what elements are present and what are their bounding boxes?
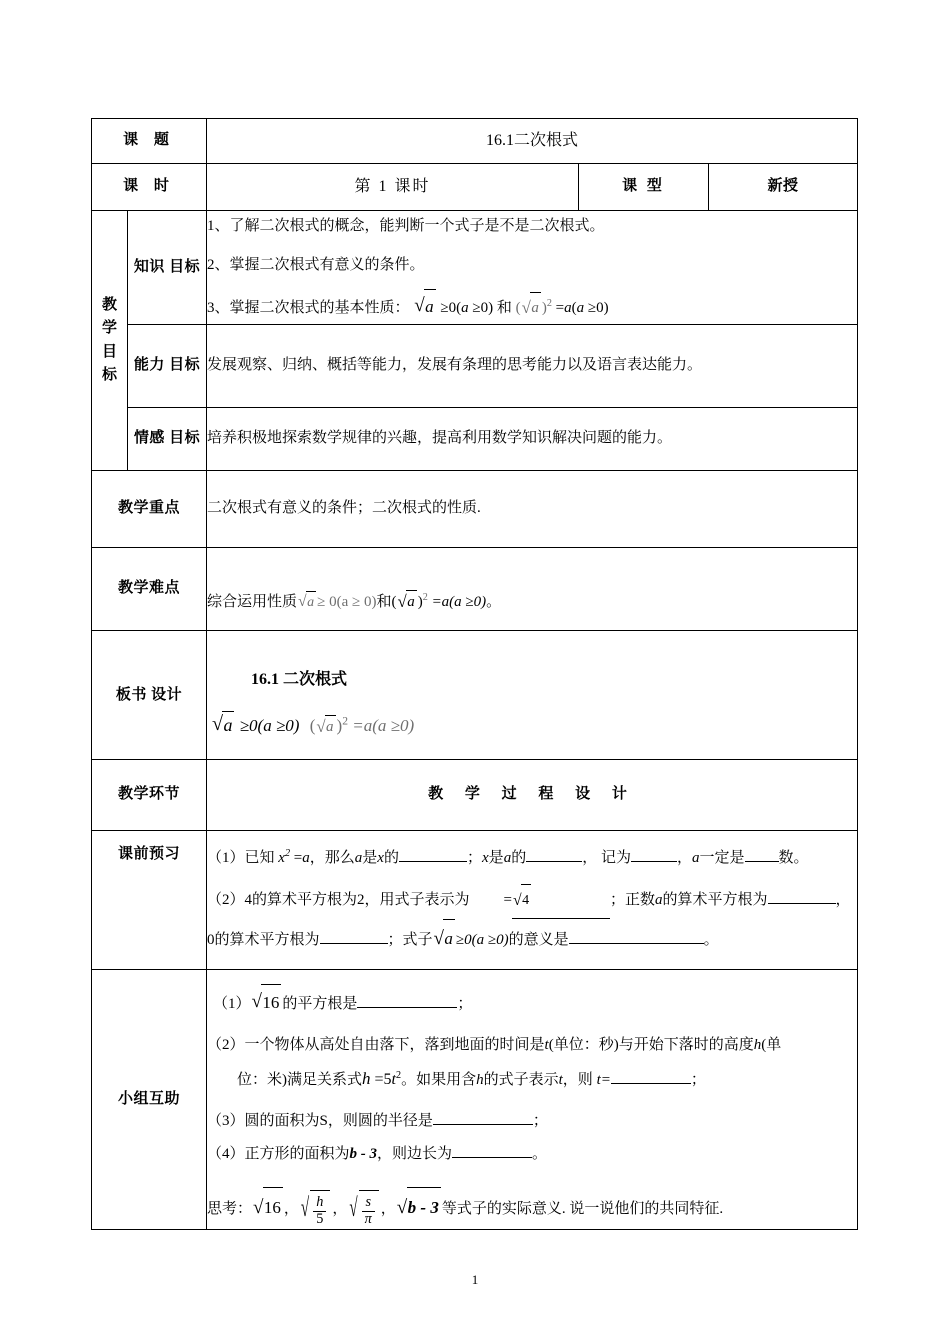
preview-q2-p2: ；正数 [610, 892, 656, 909]
group-work-label: 小组互助 [92, 970, 207, 1230]
class-type-value: 新授 [709, 164, 858, 211]
table-row-process-header [92, 760, 858, 831]
board-design-formulas: √ a ≥0(a ≥0) ( √ a )$^2$ =a(a ≥0) [207, 693, 857, 740]
preview-question-2 [207, 884, 857, 958]
preview-q2-p1: （2）4的算术平方根为2，用式子表示为 [207, 892, 470, 909]
group-q3-p1: （3）圆的面积为S，则圆的半径是 [207, 1112, 433, 1129]
group-q2-line-1 [207, 1030, 857, 1062]
period-value: 第 1 课时 [207, 164, 579, 211]
objectives-group-label [92, 211, 128, 471]
group-think-r2: b - 3 [407, 1187, 441, 1229]
objectives-group-label-char-3: 标 [101, 366, 117, 383]
group-q2-h2: h [362, 1069, 371, 1089]
board-design-label [92, 631, 207, 760]
emotion-objective-label-line-1: 目标 [169, 430, 201, 447]
group-think-r1: 16 [263, 1187, 283, 1229]
group-q1-blank[interactable] [357, 1007, 457, 1008]
preview-q1-p9: ， [676, 849, 692, 866]
preview-q1-p8: ， 记为 [582, 849, 631, 866]
group-q2-h3: h [476, 1072, 484, 1089]
ability-objective-label-line-1: 目标 [169, 357, 201, 374]
preview-q1-blank-4[interactable] [745, 861, 779, 862]
table-row-group-work [92, 970, 858, 1230]
preview-q1-p7: 的 [511, 849, 527, 866]
board-design-label-line-1: 设计 [151, 686, 183, 703]
board-design-content [207, 631, 858, 760]
group-think-g-num: √ s [362, 1195, 375, 1211]
preview-q2-p4: ，0的算术平方根为 [207, 892, 851, 949]
knowledge-item-3: 3、掌握二次根式的基本性质： √ a ≥0(a ≥0) 和 ( √ a )$^2$ =a(a ≥0) [207, 289, 857, 324]
group-q4-p1: （4）正方形的面积为 [207, 1146, 350, 1163]
group-think-f-den: 5 [316, 1210, 324, 1227]
group-q3-p2: ； [532, 1112, 548, 1129]
preview-q2-rad: 4 [521, 884, 531, 917]
period-label: 课 时 [92, 164, 207, 211]
preview-q1-p4: 的 [383, 849, 399, 866]
group-think [207, 1187, 857, 1229]
table-row-board-design [92, 631, 858, 760]
emotion-objective-content: 培养积极地探索数学规律的兴趣，提高利用数学知识解决问题的能力。 [207, 408, 858, 471]
preview-q1-blank-2[interactable] [526, 861, 582, 862]
group-q2-t1: t [544, 1036, 549, 1053]
class-type-label: 课 型 [579, 164, 709, 211]
group-q2-l2d: ，则 [562, 1072, 593, 1089]
group-question-2 [207, 1030, 857, 1097]
difficulty-suffix: 。 [486, 593, 502, 610]
difficulty-formula-b-rest: =a(a ≥0) [431, 593, 487, 610]
objectives-group-label-char-1: 学 [101, 320, 117, 337]
table-row-key-point [92, 471, 858, 548]
preview-q1-a2: a [503, 849, 512, 866]
group-think-g-den: π [364, 1210, 372, 1227]
table-row-period [92, 164, 858, 211]
preview-q2-a1: a [655, 892, 663, 909]
ability-objective-label-line-0: 能力 [133, 357, 165, 374]
page-number: 1 [471, 1272, 479, 1287]
preview-q2-eq: = [503, 892, 512, 909]
group-think-sep3: ， [380, 1200, 396, 1217]
group-q1-p1: （1） [213, 996, 251, 1012]
table-row-topic [92, 119, 858, 164]
preview-q1-p6: 是 [488, 849, 504, 866]
preview-q2-blank-1[interactable] [768, 903, 836, 904]
difficulty-formula-b-radicand: a [406, 590, 417, 614]
group-think-sep1: ， [283, 1200, 299, 1217]
group-question-3 [207, 1106, 857, 1138]
preview-q1-a3: a [691, 849, 700, 866]
preview-q1-x3: x [482, 849, 489, 866]
group-q2-t2: t [558, 1072, 563, 1089]
preview-label: 课前预习 [92, 831, 207, 970]
preview-q2-p3: 的算术平方根为 [662, 892, 768, 909]
preview-q1-x1: x [377, 849, 384, 866]
process-stage-label: 教学环节 [92, 760, 207, 831]
knowledge-item-3-text: 3、掌握二次根式的基本性质： [207, 300, 410, 316]
objectives-group-label-char-0: 教 [101, 297, 117, 313]
group-work-content [207, 970, 858, 1230]
objectives-group-label-char-2: 目 [101, 343, 117, 360]
group-q2-blank[interactable] [611, 1083, 691, 1084]
group-q2-l1a: （2）一个物体从高处自由落下，落到地面的时间是 [207, 1036, 545, 1053]
table-row-preview [92, 831, 858, 970]
key-point-label: 教学重点 [92, 471, 207, 548]
knowledge-objective-label-line-0: 知识 [133, 258, 165, 275]
knowledge-objective-label-line-1: 目标 [169, 258, 201, 275]
board-design-title: 16.1 二次根式 [251, 671, 348, 689]
group-q2-l2b: 。如果用含 [401, 1072, 477, 1089]
preview-content [207, 831, 858, 970]
group-question-4 [207, 1139, 857, 1171]
preview-q2-p7: 。 [703, 932, 719, 949]
preview-q2-blank-2[interactable] [320, 943, 388, 944]
group-q3-blank[interactable] [433, 1124, 533, 1125]
ability-objective-content: 发展观察、归纳、概括等能力，发展有条理的思考能力以及语言表达能力。 [207, 325, 858, 408]
group-q1-rad: 16 [261, 984, 281, 1021]
table-row-emotion-objective [92, 408, 858, 471]
preview-q1-p3: 是 [362, 849, 378, 866]
difficulty-content: 综合运用性质 √ a ≥ 0(a ≥ 0)和( √ a )$^2$ =a(a ≥0)。 [207, 548, 858, 631]
preview-q1-p10: 一定是 [699, 849, 745, 866]
group-q2-t3: t= [596, 1072, 611, 1089]
group-question-1 [207, 984, 857, 1021]
group-think-f-num: √ h [313, 1195, 326, 1211]
preview-q1-p1: （1）已知 [207, 849, 275, 866]
preview-q2-rad2: a [443, 919, 455, 958]
board-formula-a-radicand: a [222, 711, 234, 740]
group-q1-p3: ； [457, 996, 473, 1012]
topic-value: 16.1二次根式 [207, 119, 858, 164]
emotion-objective-label-line-0: 情感 [133, 430, 165, 447]
board-formula-b-radicand: a [325, 715, 336, 739]
knowledge-objective-content [207, 211, 858, 325]
emotion-objective-label [128, 408, 207, 471]
process-design-title: 教 学 过 程 设 计 [207, 760, 858, 831]
preview-q1-blank-3[interactable] [631, 861, 677, 862]
preview-q2-p6: 的意义是 [508, 932, 569, 949]
difficulty-formula-a-radicand: a [306, 591, 316, 614]
difficulty-conn: 和 [376, 593, 392, 610]
group-q4-expr: b - 3 [349, 1146, 378, 1163]
lesson-plan-table [91, 118, 858, 1230]
preview-q1-blank-1[interactable] [399, 861, 467, 862]
difficulty-prefix: 综合运用性质 [207, 593, 298, 610]
group-q4-p2: ，则边长为 [377, 1146, 453, 1163]
board-formula-b-rest: =a(a ≥0) [352, 715, 415, 735]
board-formula-a-rest: ≥0(a ≥0) [239, 715, 300, 735]
key-point-content: 二次根式有意义的条件；二次根式的性质. [207, 471, 858, 548]
group-q4-blank[interactable] [452, 1157, 532, 1158]
group-think-sep2: ， [332, 1200, 348, 1217]
group-q2-l1c: (单 [761, 1036, 782, 1053]
preview-q1-p5: ； [466, 849, 482, 866]
group-think-p1: 等式子的实际意义. 说一说他们的共同特征. [441, 1200, 724, 1217]
group-q2-l2c: 的式子表示 [483, 1072, 559, 1089]
knowledge-item-1: 1、了解二次根式的概念，能判断一个式子是不是二次根式。 [207, 218, 605, 234]
topic-label: 课 题 [92, 119, 207, 164]
knowledge-objective-label [128, 211, 207, 325]
group-q1-p2: 的平方根是 [282, 996, 358, 1012]
preview-q2-f2: ≥0(a ≥0) [455, 932, 509, 949]
preview-q2-blank-3[interactable] [569, 943, 704, 944]
preview-question-1: （1）已知 $x^2 =a$，那么a是x的 ；x是a的 ， 记为 ，a一定是 数。 [207, 847, 809, 866]
table-row-knowledge-objective [92, 211, 858, 325]
knowledge-item-2: 2、掌握二次根式有意义的条件。 [207, 257, 425, 273]
knowledge-formula-conn: 和 [496, 300, 512, 316]
group-q2-h1: h [753, 1036, 762, 1053]
group-q2-l2e: ； [690, 1072, 706, 1089]
difficulty-formula-a-rest: ≥ 0(a ≥ 0) [317, 593, 377, 610]
preview-q2-p5: ；式子 [387, 932, 433, 949]
table-row-difficulty [92, 548, 858, 631]
group-q4-p3: 。 [532, 1146, 548, 1163]
table-row-ability-objective [92, 325, 858, 408]
ability-objective-label [128, 325, 207, 408]
difficulty-label: 教学难点 [92, 548, 207, 631]
group-q2-l1b: (单位：秒)与开始下落时的高度 [548, 1036, 754, 1053]
preview-q1-p2: ，那么 [309, 849, 355, 866]
group-think-p0: 思考： [207, 1200, 253, 1217]
preview-q1-p11: 数。 [778, 849, 809, 866]
group-q2-l2a: 位：米)满足关系式 [237, 1072, 363, 1089]
preview-q1-a1: a [354, 849, 363, 866]
group-q2-line-2: 位：米)满足关系式$h =5t^2$。如果用含h的式子表示t，则 t= ； [237, 1069, 706, 1089]
board-design-label-line-0: 板书 [115, 686, 147, 703]
